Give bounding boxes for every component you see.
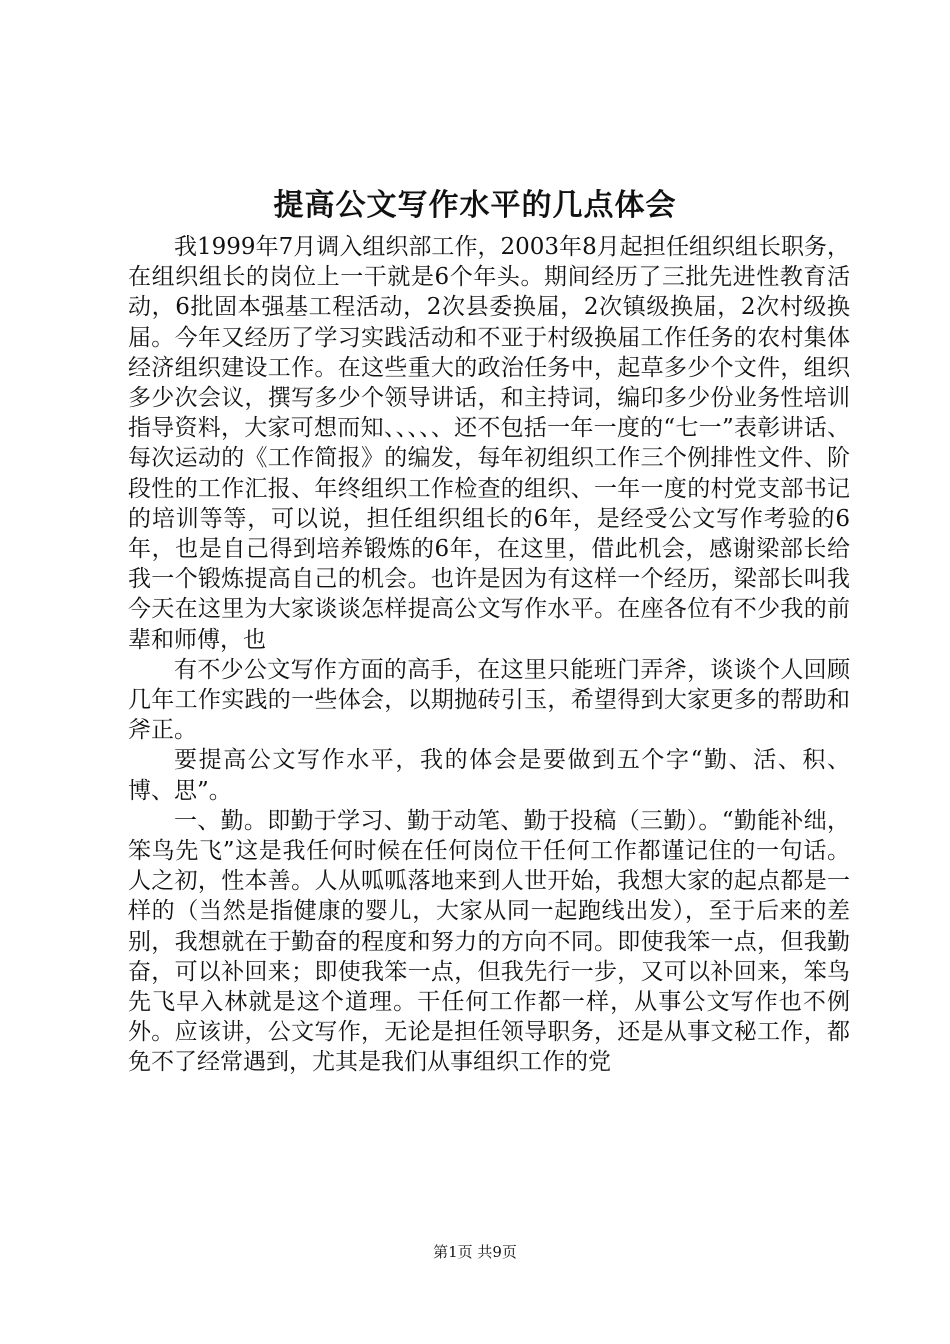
page-footer: 第1页 共9页 xyxy=(433,1243,517,1261)
paragraph-1: 我1999年7月调入组织部工作，2003年8月起担任组织组长职务，在组织组长的岗位上一干就是6个年头。期间经历了三批先进性教育活动，6批固本强基工程活动，2次县委换届，2次镇级换届，2次村级换届。今年又经历了学习实践活动和不亚于村级换届工作任务的农村集体经济组织建设工作。在这些重大的政治任务中，起草多少个文件，组织多少次会议，撰写多少个领导讲话，和主持词，编印多少份业务性培训指导资料，大家可想而知、、、、、还不包括一年一度的“七一”表彰讲话、每次运动的《工作简报》的编发，每年初组织工作三个例排性文件、阶段性的工作汇报、年终组织工作检查的组织、一年一度的村党支部书记的培训等等，可以说，担任组织组长的6年，是经受公文写作考验的6年，也是自己得到培养锻炼的6年，在这里，借此机会，感谢梁部长给我一个锻炼提高自己的机会。也许是因为有这样一个经历，梁部长叫我今天在这里为大家谈谈怎样提高公文写作水平。在座各位有不少我的前辈和师傅，也 xyxy=(128,234,850,653)
document-body xyxy=(128,232,850,1078)
document-title: 提高公文写作水平的几点体会 xyxy=(273,188,677,223)
paragraph-3: 要提高公文写作水平，我的体会是要做到五个字“勤、活、积、博、思”。 xyxy=(128,747,850,804)
paragraph-2: 有不少公文写作方面的高手，在这里只能班门弄斧，谈谈个人回顾几年工作实践的一些体会，以期抛砖引玉，希望得到大家更多的帮助和斧正。 xyxy=(128,656,850,744)
paragraph-4: 一、勤。即勤于学习、勤于动笔、勤于投稿（三勤）。“勤能补绌，笨鸟先飞”这是我任何时候在任何岗位干任何工作都谨记住的一句话。人之初，性本善。人从呱呱落地来到人世开始，我想大家的起点都是一样的（当然是指健康的婴儿，大家从同一起跑线出发），至于后来的差别，我想就在于勤奋的程度和努力的方向不同。即使我笨一点，但我勤奋，可以补回来；即使我笨一点，但我先行一步，又可以补回来，笨鸟先飞早入林就是这个道理。干任何工作都一样，从事公文写作也不例外。应该讲，公文写作，无论是担任领导职务，还是从事文秘工作，都免不了经常遇到，尤其是我们从事组织工作的党 xyxy=(128,807,850,1076)
